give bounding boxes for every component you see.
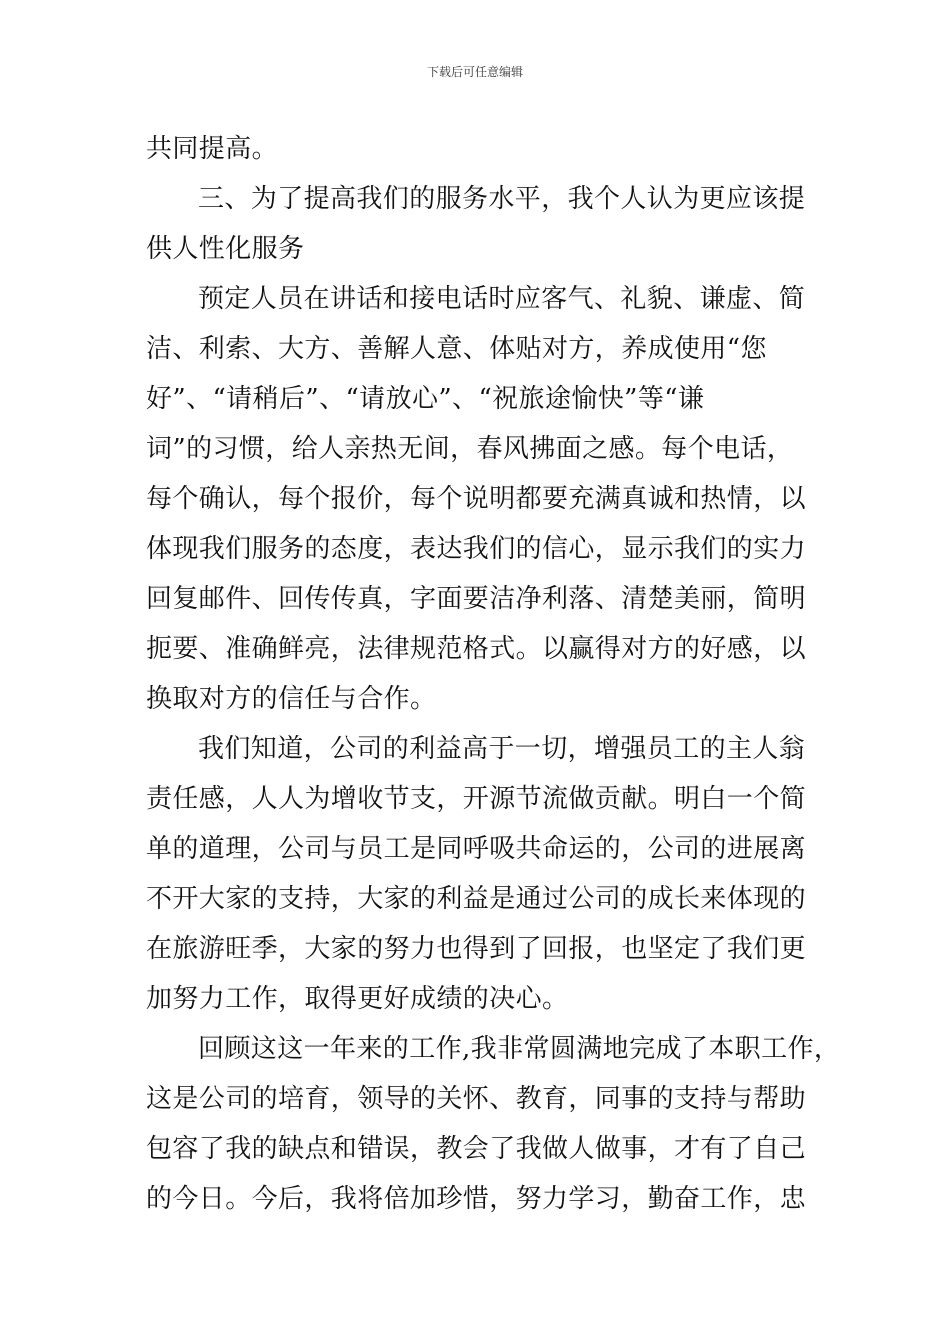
text-line: 我们知道，公司的利益高于一切，增强员工的主人翁 bbox=[198, 734, 806, 764]
text-line: 词”的习惯，给人亲热无间，春风拂面之感。每个电话， bbox=[146, 434, 794, 464]
text-line: 回复邮件、回传传真，字面要洁净利落、清楚美丽，简明 bbox=[146, 584, 807, 614]
text-line: 体现我们服务的态度，表达我们的信心，显示我们的实力 bbox=[146, 534, 807, 564]
page-header: 下载后可任意编辑 bbox=[426, 65, 523, 79]
text-line: 不开大家的支持，大家的利益是通过公司的成长来体现的 bbox=[146, 884, 807, 914]
text-line: 洁、利索、大方、善解人意、体贴对方，养成使用“您 bbox=[146, 334, 767, 364]
text-line: 这是公司的培育，领导的关怀、教育，同事的支持与帮助 bbox=[146, 1084, 807, 1114]
text-line: 共同提高。 bbox=[146, 134, 279, 164]
text-line: 包容了我的缺点和错误，教会了我做人做事，才有了自己 bbox=[146, 1134, 807, 1164]
text-line: 的今日。今后，我将倍加珍惜，努力学习，勤奋工作，忠 bbox=[146, 1184, 807, 1214]
text-line: 供人性化服务 bbox=[146, 234, 305, 264]
text-line: 扼要、准确鲜亮，法律规范格式。以赢得对方的好感，以 bbox=[146, 634, 807, 664]
text-line: 三、为了提高我们的服务水平，我个人认为更应该提 bbox=[198, 184, 806, 214]
text-line: 回顾这这一年来的工作,我非常圆满地完成了本职工作， bbox=[198, 1034, 841, 1064]
text-line: 每个确认，每个报价，每个说明都要充满真诚和热情，以 bbox=[146, 484, 807, 514]
text-line: 责任感，人人为增收节支，开源节流做贡献。明白一个简 bbox=[146, 784, 807, 814]
text-line: 预定人员在讲话和接电话时应客气、礼貌、谦虚、简 bbox=[198, 284, 806, 314]
text-line: 单的道理，公司与员工是同呼吸共命运的，公司的进展离 bbox=[146, 834, 807, 864]
text-line: 加努力工作，取得更好成绩的决心。 bbox=[146, 984, 569, 1014]
document-body bbox=[146, 124, 841, 1224]
text-line: 在旅游旺季，大家的努力也得到了回报，也坚定了我们更 bbox=[146, 934, 807, 964]
text-line: 好”、“请稍后”、“请放心”、“祝旅途愉快”等“谦 bbox=[146, 384, 705, 414]
text-line: 换取对方的信任与合作。 bbox=[146, 684, 437, 714]
